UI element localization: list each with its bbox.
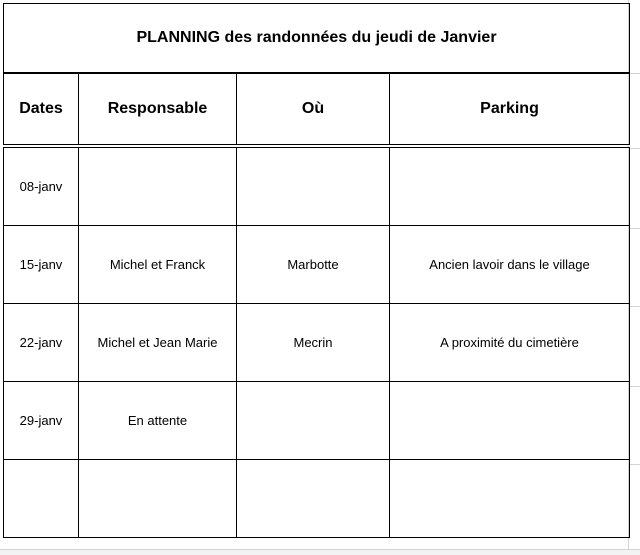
ou-cell[interactable]: Mecrin <box>237 304 390 382</box>
table-row <box>4 304 630 382</box>
table-row <box>4 460 630 538</box>
ou-cell[interactable] <box>237 460 390 538</box>
parking-cell[interactable] <box>390 146 630 226</box>
planning-table <box>3 3 630 538</box>
responsable-cell[interactable] <box>79 146 237 226</box>
table-row <box>4 146 630 226</box>
title-row <box>4 4 630 74</box>
responsable-cell[interactable]: En attente <box>79 382 237 460</box>
ou-cell[interactable] <box>237 146 390 226</box>
responsable-cell[interactable]: Michel et Jean Marie <box>79 304 237 382</box>
header-ou[interactable]: Où <box>237 73 390 146</box>
responsable-cell[interactable]: Michel et Franck <box>79 226 237 304</box>
date-cell[interactable]: 08-janv <box>4 146 79 226</box>
parking-cell[interactable]: Ancien lavoir dans le village <box>390 226 630 304</box>
table-title[interactable]: PLANNING des randonnées du jeudi de Janvier <box>4 4 630 74</box>
responsable-cell[interactable] <box>79 460 237 538</box>
header-row <box>4 73 630 146</box>
date-cell[interactable]: 15-janv <box>4 226 79 304</box>
parking-cell[interactable]: A proximité du cimetière <box>390 304 630 382</box>
table-row <box>4 382 630 460</box>
header-responsable[interactable]: Responsable <box>79 73 237 146</box>
date-cell[interactable]: 29-janv <box>4 382 79 460</box>
header-dates[interactable]: Dates <box>4 73 79 146</box>
table-row <box>4 226 630 304</box>
date-cell[interactable] <box>4 460 79 538</box>
header-parking[interactable]: Parking <box>390 73 630 146</box>
ou-cell[interactable]: Marbotte <box>237 226 390 304</box>
ou-cell[interactable] <box>237 382 390 460</box>
sheet-bottom-edge <box>0 549 640 555</box>
parking-cell[interactable] <box>390 382 630 460</box>
date-cell[interactable]: 22-janv <box>4 304 79 382</box>
parking-cell[interactable] <box>390 460 630 538</box>
